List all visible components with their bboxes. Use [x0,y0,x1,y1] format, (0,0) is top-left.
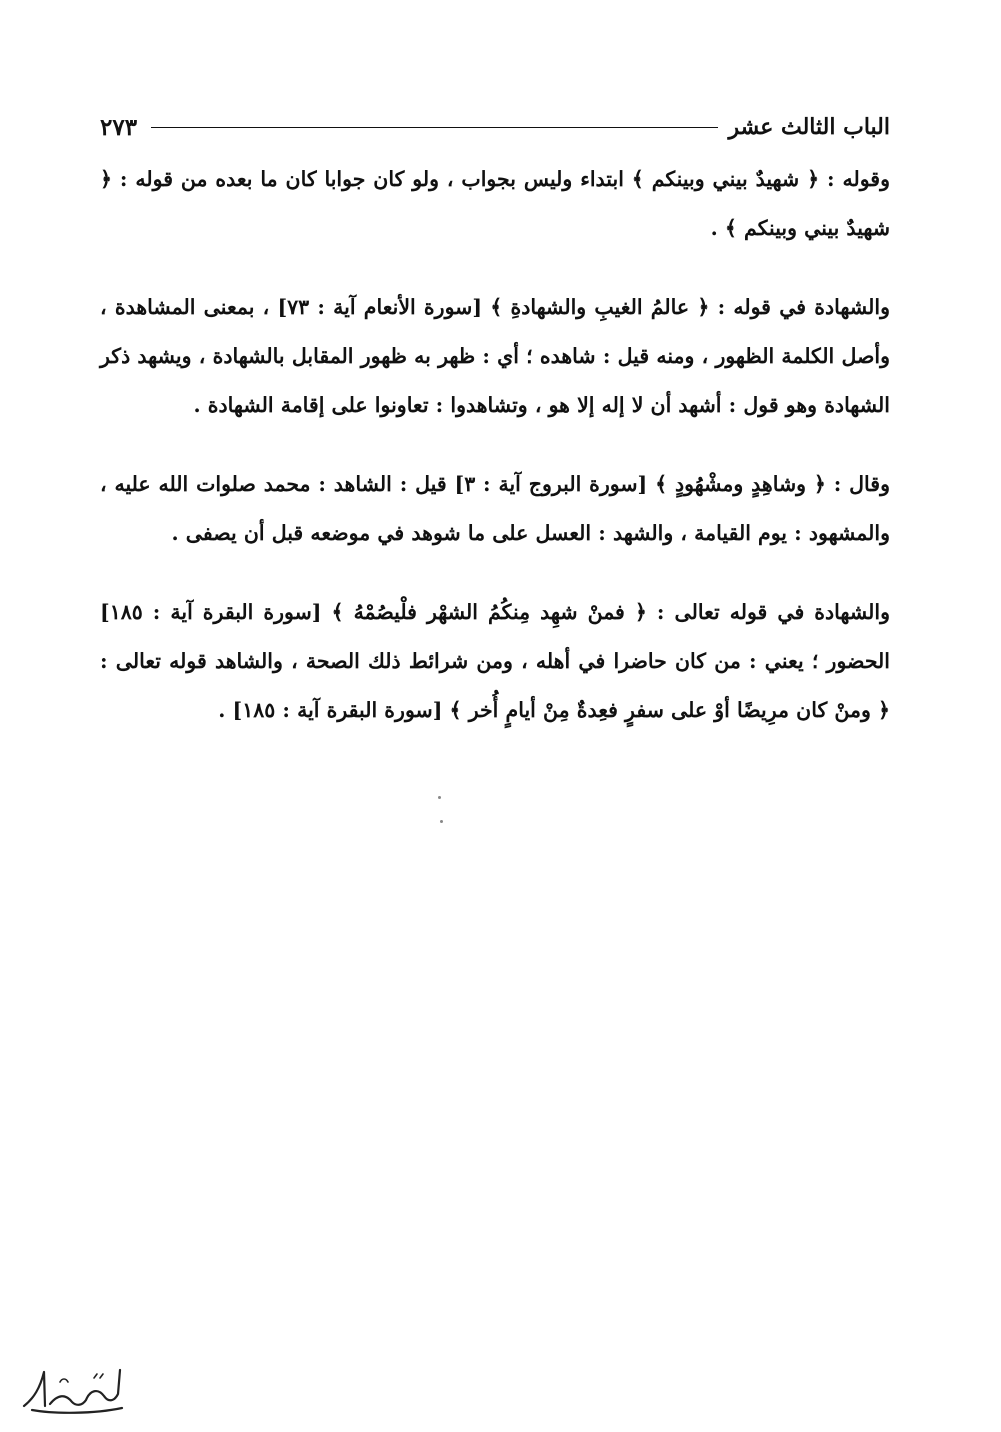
body-text [100,155,890,765]
paragraph-1 [100,155,890,253]
paragraph-4 [100,588,890,735]
paragraph-text: وقال : ﴿ وشاهِدٍ ومشْهُودٍ ﴾ [سورة البروج آية : ٣] قيل : الشاهد : محمد صلوات الله عليه ، والمشهود : يوم القيامة ، والشهد : العسل على ما شوهد في موضعه قبل أن يصفى . [100,472,891,545]
scan-speck [438,796,441,799]
header-rule [151,127,718,128]
paragraph-3 [100,460,890,558]
page-header [100,110,890,144]
calligraphy-logo-icon [14,1358,134,1418]
paragraph-2 [100,283,890,430]
chapter-title: الباب الثالث عشر [728,114,890,140]
calligraphy-logo [14,1358,134,1418]
scan-speck [440,820,443,823]
paragraph-text: والشهادة في قوله : ﴿ عالمُ الغيبِ والشهادةِ ﴾ [سورة الأنعام آية : ٧٣] ، بمعنى المشاهدة ، وأصل الكلمة الظهور ، ومنه قيل : شاهده ؛ أي : ظهر به ظهور المقابل بالشهادة ، ويشهد ذكر الشهادة وهو قول : أشهد أن لا إله إلا هو ، وتشاهدوا : تعاونوا على إقامة الشهادة . [100,295,890,417]
paragraph-text: والشهادة في قوله تعالى : ﴿ فمنْ شهِد مِنكُمُ الشهْر فلْيصُمْهُ ﴾ [سورة البقرة آية : ١٨٥] الحضور ؛ يعني : من كان حاضرا في أهله ، ومن شرائط ذلك الصحة ، والشاهد قوله تعالى : ﴿ ومنْ كان مرِيضًا أوْ على سفرٍ فعِدةٌ مِنْ أيامٍ أُخر ﴾ [سورة البقرة آية : ١٨٥] . [100,600,890,722]
paragraph-text: وقوله : ﴿ شهيدٌ بيني وبينكم ﴾ ابتداء وليس بجواب ، ولو كان جوابا كان ما بعده من قوله : ﴿ شهيدٌ بيني وبينكم ﴾ . [100,167,890,240]
page-number: ٢٧٣ [100,113,138,141]
